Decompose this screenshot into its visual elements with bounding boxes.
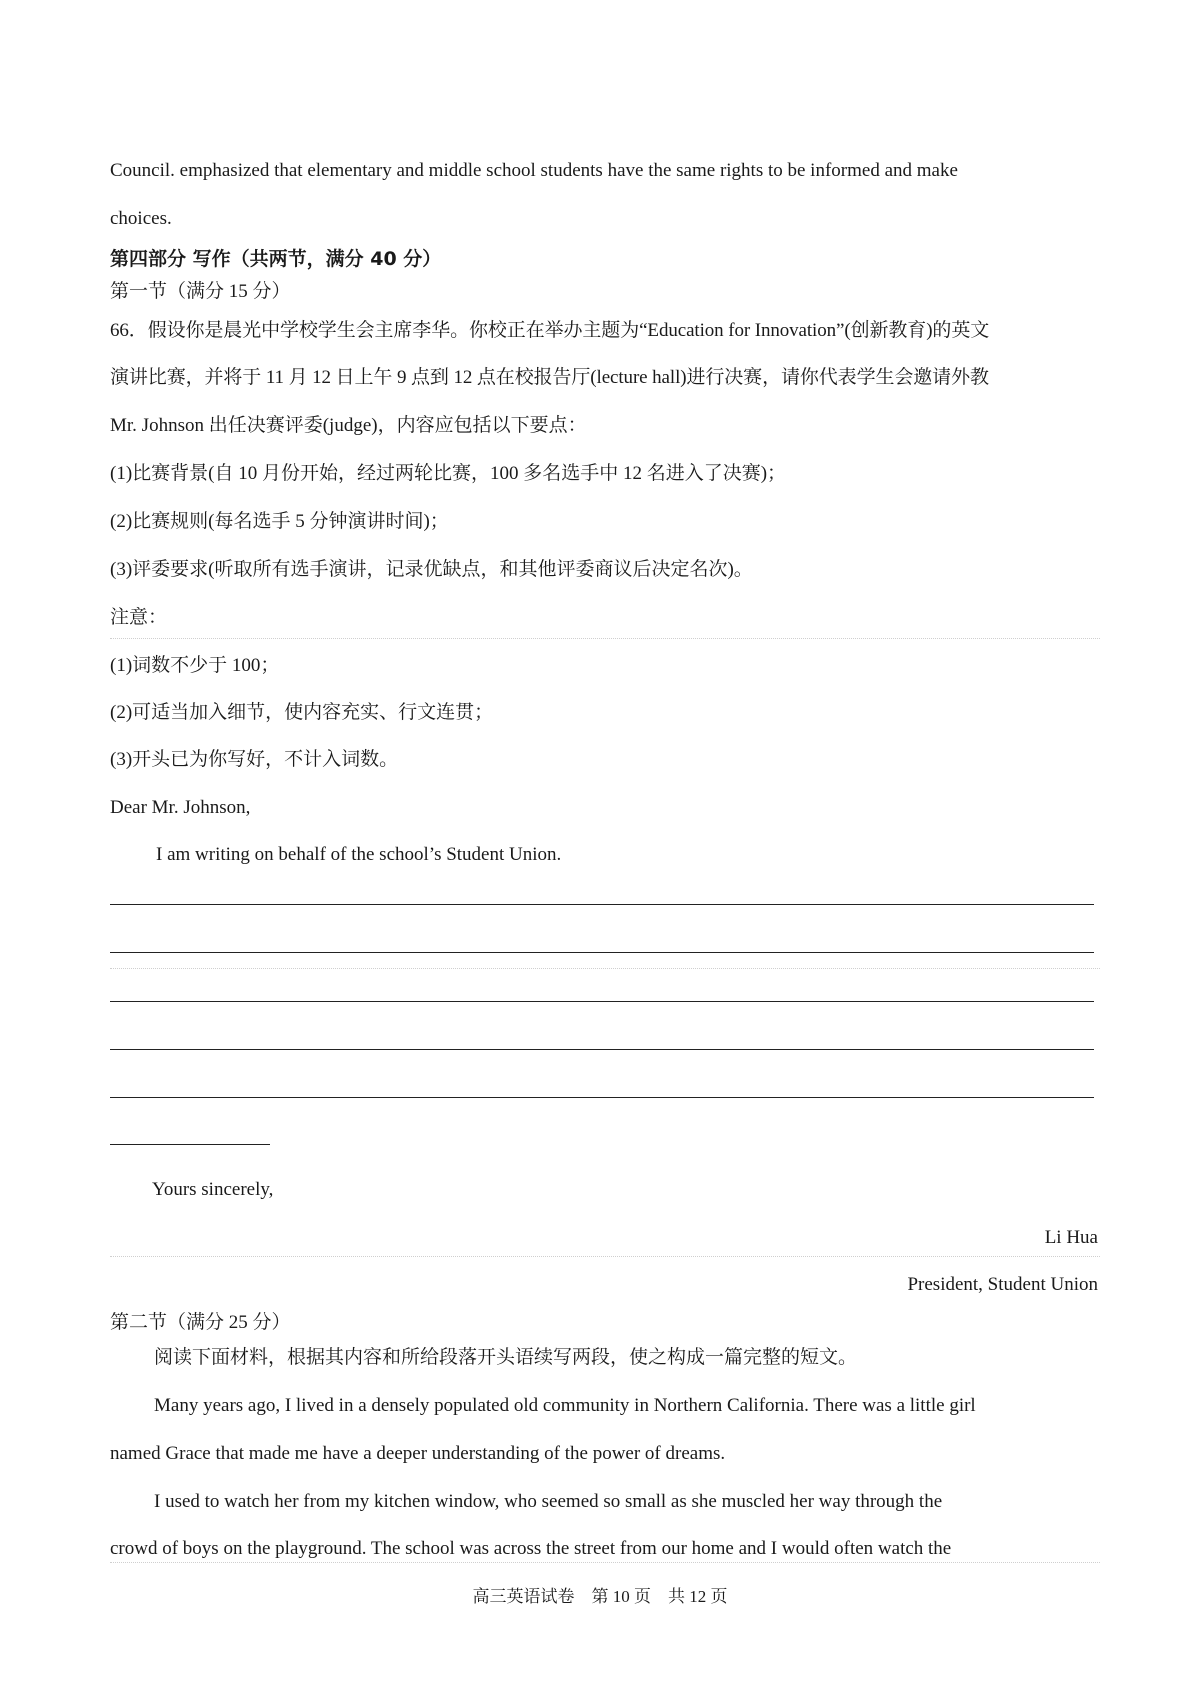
letter-salutation: Dear Mr. Johnson, — [110, 797, 251, 818]
passage-line-3: I used to watch her from my kitchen window, who seemed so small as she muscled her way through the — [154, 1491, 943, 1512]
passage-line-1: Many years ago, I lived in a densely populated old community in Northern California. There was a little girl — [154, 1395, 976, 1416]
note-3: (3)开头已为你写好，不计入词数。 — [110, 749, 399, 770]
continuation-line-1: Council. emphasized that elementary and middle school students have the same rights to be informed and make — [110, 160, 958, 181]
prompt-line-3: Mr. Johnson 出任决赛评委(judge)，内容应包括以下要点： — [110, 415, 587, 436]
section2-title: 第二节（满分 25 分） — [110, 1312, 291, 1333]
prompt-line-2: 演讲比赛，并将于 11 月 12 日上午 9 点到 12 点在校报告厅(lecture hall)进行决赛，请你代表学生会邀请外教 — [110, 367, 989, 388]
point-1: (1)比赛背景(自 10 月份开始，经过两轮比赛，100 多名选手中 12 名进入了决赛)； — [110, 463, 787, 484]
writing-line-5[interactable] — [110, 1097, 1094, 1098]
page-footer: 高三英语试卷 第 10 页 共 12 页 — [472, 1587, 728, 1606]
writing-line-3[interactable] — [110, 1001, 1094, 1002]
writing-line-6[interactable] — [110, 1144, 270, 1145]
scan-dotted-line — [110, 1256, 1100, 1257]
letter-signature: Li Hua — [1044, 1227, 1098, 1248]
prompt-line-1: 66．假设你是晨光中学校学生会主席李华。你校正在举办主题为“Education for Innovation”(创新教育)的英文 — [110, 320, 990, 341]
part4-title: 第四部分 写作（共两节，满分 40 分） — [110, 248, 442, 270]
note-2: (2)可适当加入细节，使内容充实、行文连贯； — [110, 702, 494, 723]
point-3: (3)评委要求(听取所有选手演讲，记录优缺点，和其他评委商议后决定名次)。 — [110, 559, 753, 580]
note-1: (1)词数不少于 100； — [110, 655, 280, 676]
continuation-line-2: choices. — [110, 208, 172, 229]
passage-line-4: crowd of boys on the playground. The school was across the street from our home and I would often watch the — [110, 1538, 952, 1559]
letter-opening: I am writing on behalf of the school’s Student Union. — [156, 844, 562, 865]
letter-closing: Yours sincerely, — [152, 1179, 274, 1200]
notes-label: 注意： — [110, 607, 168, 628]
letter-position: President, Student Union — [907, 1274, 1098, 1295]
writing-line-4[interactable] — [110, 1049, 1094, 1050]
point-2: (2)比赛规则(每名选手 5 分钟演讲时间)； — [110, 511, 449, 532]
section1-title: 第一节（满分 15 分） — [110, 281, 291, 302]
writing-line-2[interactable] — [110, 952, 1094, 953]
scan-dotted-line — [110, 1562, 1100, 1563]
scan-dotted-line — [110, 638, 1100, 639]
scan-dotted-line — [110, 968, 1100, 969]
passage-line-2: named Grace that made me have a deeper understanding of the power of dreams. — [110, 1443, 726, 1464]
section2-instruction: 阅读下面材料，根据其内容和所给段落开头语续写两段，使之构成一篇完整的短文。 — [154, 1347, 858, 1368]
writing-line-1[interactable] — [110, 904, 1094, 905]
